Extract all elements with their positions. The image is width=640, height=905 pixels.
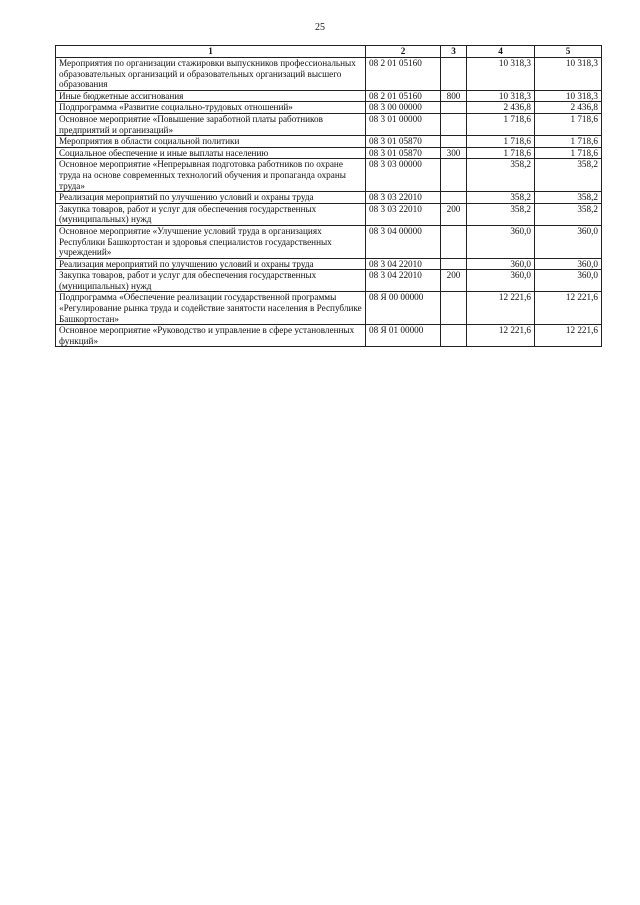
cell-amount-col4: 10 318,3: [467, 90, 535, 102]
cell-amount-col4: 2 436,8: [467, 102, 535, 114]
cell-name: Подпрограмма «Развитие социально-трудовых отношений»: [56, 102, 366, 114]
table-row: [56, 102, 602, 114]
table-row: [56, 192, 602, 204]
cell-amount-col5: 360,0: [535, 270, 602, 292]
header-col-2: 2: [366, 46, 441, 58]
cell-name: Реализация мероприятий по улучшению условий и охраны труда: [56, 258, 366, 270]
cell-expense-type: [441, 292, 467, 325]
table-row: [56, 58, 602, 91]
cell-expense-type: 200: [441, 270, 467, 292]
table-row: [56, 147, 602, 159]
cell-name: Закупка товаров, работ и услуг для обеспечения государственных (муниципальных) нужд: [56, 270, 366, 292]
cell-amount-col5: 12 221,6: [535, 292, 602, 325]
cell-amount-col4: 358,2: [467, 192, 535, 204]
cell-expense-type: 800: [441, 90, 467, 102]
cell-code: 08 3 00 00000: [366, 102, 441, 114]
cell-amount-col4: 1 718,6: [467, 136, 535, 148]
table-row: [56, 270, 602, 292]
cell-expense-type: [441, 136, 467, 148]
cell-code: 08 3 04 22010: [366, 258, 441, 270]
header-row: [56, 46, 602, 58]
cell-expense-type: [441, 225, 467, 258]
cell-name: Основное мероприятие «Руководство и управление в сфере установленных функций»: [56, 325, 366, 347]
header-col-5: 5: [535, 46, 602, 58]
table-row: [56, 203, 602, 225]
table-row: [56, 292, 602, 325]
cell-amount-col5: 1 718,6: [535, 113, 602, 135]
cell-amount-col5: 1 718,6: [535, 136, 602, 148]
cell-amount-col4: 1 718,6: [467, 147, 535, 159]
cell-name: Мероприятия по организации стажировки выпускников профессиональных образовательных организаций и образовательных организаций высшего образования: [56, 58, 366, 91]
cell-amount-col4: 358,2: [467, 159, 535, 192]
cell-name: Иные бюджетные ассигнования: [56, 90, 366, 102]
cell-expense-type: [441, 102, 467, 114]
cell-name: Основное мероприятие «Непрерывная подготовка работников по охране труда на основе современных технологий обучения и пропаганда охраны труда»: [56, 159, 366, 192]
cell-expense-type: [441, 325, 467, 347]
cell-code: 08 Я 01 00000: [366, 325, 441, 347]
table-row: [56, 325, 602, 347]
table-row: [56, 159, 602, 192]
cell-code: 08 3 01 05870: [366, 147, 441, 159]
cell-amount-col4: 1 718,6: [467, 113, 535, 135]
cell-expense-type: [441, 192, 467, 204]
cell-code: 08 3 01 05870: [366, 136, 441, 148]
cell-expense-type: [441, 113, 467, 135]
cell-name: Закупка товаров, работ и услуг для обеспечения государственных (муниципальных) нужд: [56, 203, 366, 225]
cell-code: 08 3 04 00000: [366, 225, 441, 258]
cell-amount-col5: 2 436,8: [535, 102, 602, 114]
cell-expense-type: [441, 258, 467, 270]
table-header: [56, 46, 602, 58]
cell-amount-col4: 12 221,6: [467, 292, 535, 325]
table-row: [56, 136, 602, 148]
table-row: [56, 90, 602, 102]
header-col-4: 4: [467, 46, 535, 58]
cell-name: Реализация мероприятий по улучшению условий и охраны труда: [56, 192, 366, 204]
table-body: [56, 58, 602, 347]
cell-code: 08 3 01 00000: [366, 113, 441, 135]
cell-amount-col5: 1 718,6: [535, 147, 602, 159]
cell-expense-type: [441, 159, 467, 192]
cell-amount-col5: 12 221,6: [535, 325, 602, 347]
cell-amount-col4: 10 318,3: [467, 58, 535, 91]
header-col-1: 1: [56, 46, 366, 58]
cell-amount-col5: 358,2: [535, 192, 602, 204]
cell-amount-col4: 360,0: [467, 258, 535, 270]
cell-amount-col5: 10 318,3: [535, 58, 602, 91]
cell-amount-col5: 360,0: [535, 258, 602, 270]
table-row: [56, 225, 602, 258]
cell-code: 08 3 04 22010: [366, 270, 441, 292]
cell-amount-col4: 358,2: [467, 203, 535, 225]
cell-name: Подпрограмма «Обеспечение реализации государственной программы «Регулирование рынка труда и содействие занятости населения в Республике Башкортостан»: [56, 292, 366, 325]
cell-amount-col4: 360,0: [467, 270, 535, 292]
cell-amount-col5: 358,2: [535, 203, 602, 225]
cell-name: Основное мероприятие «Улучшение условий труда в организациях Республики Башкортостан и здоровья специалистов государственных учреждений»: [56, 225, 366, 258]
cell-name: Основное мероприятие «Повышение заработной платы работников предприятий и организаций»: [56, 113, 366, 135]
cell-amount-col5: 10 318,3: [535, 90, 602, 102]
page-number: 25: [315, 22, 325, 33]
cell-name: Мероприятия в области социальной политики: [56, 136, 366, 148]
cell-expense-type: [441, 58, 467, 91]
cell-name: Социальное обеспечение и иные выплаты населению: [56, 147, 366, 159]
budget-table: [55, 45, 602, 347]
header-col-3: 3: [441, 46, 467, 58]
cell-amount-col5: 360,0: [535, 225, 602, 258]
cell-amount-col5: 358,2: [535, 159, 602, 192]
cell-code: 08 3 03 22010: [366, 192, 441, 204]
cell-code: 08 2 01 05160: [366, 58, 441, 91]
cell-code: 08 3 03 22010: [366, 203, 441, 225]
cell-code: 08 2 01 05160: [366, 90, 441, 102]
cell-amount-col4: 360,0: [467, 225, 535, 258]
table-row: [56, 258, 602, 270]
cell-code: 08 Я 00 00000: [366, 292, 441, 325]
cell-expense-type: 300: [441, 147, 467, 159]
cell-expense-type: 200: [441, 203, 467, 225]
cell-amount-col4: 12 221,6: [467, 325, 535, 347]
table-row: [56, 113, 602, 135]
cell-code: 08 3 03 00000: [366, 159, 441, 192]
